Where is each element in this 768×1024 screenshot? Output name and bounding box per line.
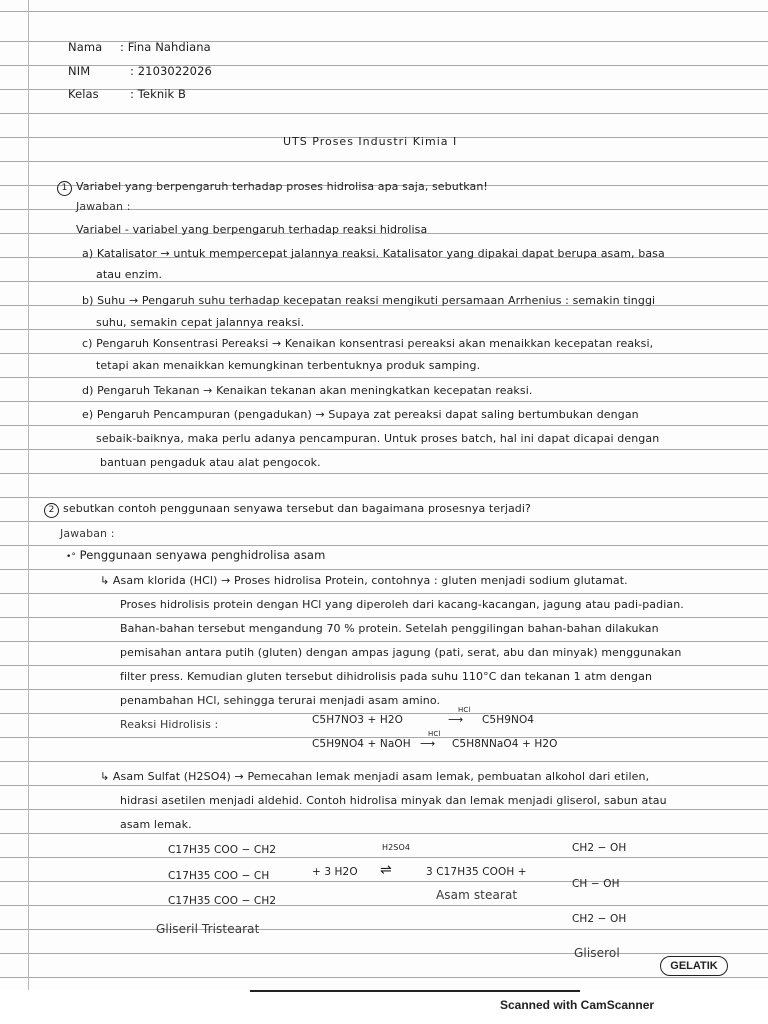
struct-product: 3 C17H35 COOH +	[426, 866, 527, 878]
struct-right-label: Gliserol	[574, 946, 620, 960]
q1-item-d-line1: d) Pengaruh Tekanan → Kenaikan tekanan akan meningkatkan kecepatan reaksi.	[82, 384, 533, 397]
hcl-line-6: penambahan HCl, sehingga terurai menjadi asam amino.	[120, 694, 441, 707]
reaction-1-catalyst: HCl	[458, 706, 471, 714]
hcl-line-1: ↳ Asam klorida (HCl) → Proses hidrolisa Protein, contohnya : gluten menjadi sodium glutamat.	[100, 574, 628, 587]
struct-product-label: Asam stearat	[436, 888, 518, 902]
struct-right-2: CH − OH	[572, 878, 620, 890]
q1-item-c-line1: c) Pengaruh Konsentrasi Pereaksi → Kenaikan konsentrasi pereaksi akan menaikkan kecepatan reaksi,	[82, 337, 654, 350]
h2so4-line-1: ↳ Asam Sulfat (H2SO4) → Pemecahan lemak menjadi asam lemak, pembuatan alkohol dari etilen,	[100, 770, 650, 783]
q1-intro: Variabel - variabel yang berpengaruh terhadap reaksi hidrolisa	[76, 223, 428, 236]
reaction-2-reactants: C5H9NO4 + NaOH	[312, 738, 411, 750]
page-title: UTS Proses Industri Kimia I	[283, 135, 458, 148]
h2so4-line-3: asam lemak.	[120, 818, 192, 831]
struct-left-1: C17H35 COO − CH2	[168, 844, 277, 856]
struct-right-3: CH2 − OH	[572, 913, 627, 925]
q1-question-text: Variabel yang berpengaruh terhadap proses hidrolisa apa saja, sebutkan!	[76, 180, 488, 193]
q1-number: 1	[57, 181, 72, 196]
q1-item-c-line2: tetapi akan menaikkan kemungkinan terbentuknya produk samping.	[96, 359, 481, 372]
q1-item-e-line1: e) Pengaruh Pencampuran (pengadukan) → Supaya zat pereaksi dapat saling bertumbukan dengan	[82, 408, 639, 421]
page-edge-shadow	[250, 990, 580, 992]
reaction-1-arrow-icon: ⟶	[448, 714, 464, 726]
struct-left-2: C17H35 COO − CH	[168, 870, 270, 882]
q1-item-e-line3: bantuan pengaduk atau alat pengocok.	[100, 456, 321, 469]
nama-value: : Fina Nahdiana	[120, 40, 211, 54]
hcl-line-5: filter press. Kemudian gluten tersebut dihidrolisis pada suhu 110°C dan tekanan 1 atm dengan	[120, 670, 653, 683]
reaction-2-product: C5H8NNaO4 + H2O	[452, 738, 558, 750]
struct-left-label: Gliseril Tristearat	[156, 922, 260, 936]
reaction-1-product: C5H9NO4	[482, 714, 535, 726]
q1-item-e-line2: sebaik-baiknya, maka perlu adanya pencampuran. Untuk proses batch, hal ini dapat dicapai dengan	[96, 432, 660, 445]
reaction-2-arrow-icon: ⟶	[420, 738, 436, 750]
q1-question	[57, 180, 488, 196]
q2-subheading-text: Penggunaan senyawa penghidrolisa asam	[79, 548, 326, 562]
nim-value: : 2103022026	[130, 64, 212, 78]
q2-question-text: sebutkan contoh penggunaan senyawa tersebut dan bagaimana prosesnya terjadi?	[63, 502, 531, 515]
struct-water: + 3 H2O	[312, 866, 358, 878]
hcl-line-4: pemisahan antara putih (gluten) dengan ampas jagung (pati, serat, abu dan minyak) menggunakan	[120, 646, 682, 659]
notebook-brand-stamp: GELATIK	[660, 956, 728, 976]
struct-catalyst: H2SO4	[382, 843, 411, 852]
hcl-line-2: Proses hidrolisis protein dengan HCl yang diperoleh dari kacang-kacangan, jagung atau padi-padian.	[120, 598, 684, 611]
scanner-watermark: Scanned with CamScanner	[500, 998, 655, 1012]
q1-item-b-line2: suhu, semakin cepat jalannya reaksi.	[96, 316, 305, 329]
equilibrium-arrow-icon: ⇌	[380, 862, 392, 878]
q1-item-b-line1: b) Suhu → Pengaruh suhu terhadap kecepatan reaksi mengikuti persamaan Arrhenius : semakin tinggi	[82, 294, 656, 307]
reaction-2-catalyst: HCl	[428, 730, 441, 738]
q2-number: 2	[44, 503, 59, 518]
reaksi-label: Reaksi Hidrolisis :	[120, 718, 219, 731]
bullet-dots-icon: •°	[66, 552, 77, 562]
hcl-line-3: Bahan-bahan tersebut mengandung 70 % protein. Setelah penggilingan bahan-bahan dilakukan	[120, 622, 659, 635]
reaction-1-reactants: C5H7NO3 + H2O	[312, 714, 404, 726]
struct-left-3: C17H35 COO − CH2	[168, 895, 277, 907]
kelas-label: Kelas	[68, 87, 99, 101]
kelas-value: : Teknik B	[130, 87, 187, 101]
q2-subheading	[66, 548, 325, 562]
q1-jawaban: Jawaban :	[76, 200, 131, 213]
q2-jawaban: Jawaban :	[60, 527, 115, 540]
q1-item-a-line1: a) Katalisator → untuk mempercepat jalannya reaksi. Katalisator yang dipakai dapat berupa asam, basa	[82, 247, 665, 260]
q2-question	[44, 502, 531, 518]
struct-right-1: CH2 − OH	[572, 842, 627, 854]
margin-line	[28, 0, 29, 990]
q1-item-a-line2: atau enzim.	[96, 268, 163, 281]
nama-label: Nama	[68, 40, 103, 54]
nim-label: NIM	[68, 64, 91, 78]
h2so4-line-2: hidrasi asetilen menjadi aldehid. Contoh hidrolisa minyak dan lemak menjadi gliserol, sabun atau	[120, 794, 667, 807]
